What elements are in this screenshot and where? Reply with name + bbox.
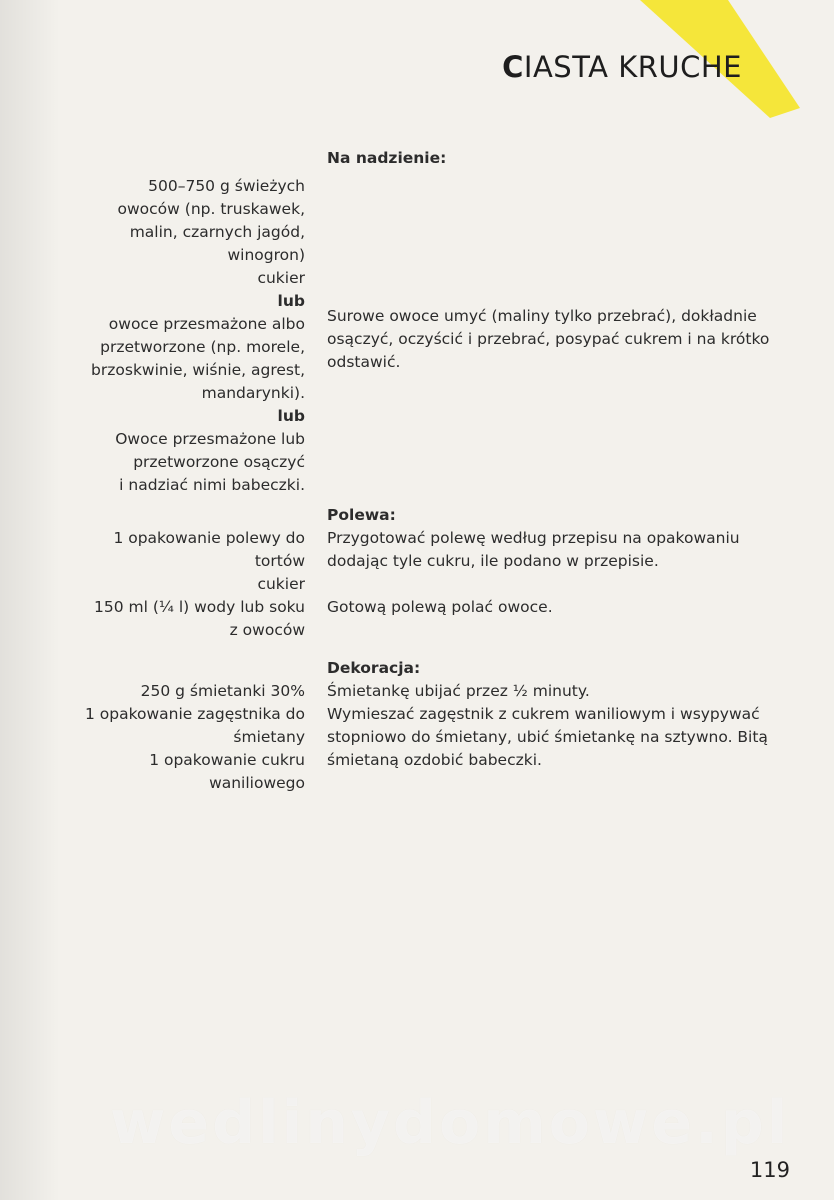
- page-title-initial: C: [502, 50, 524, 84]
- ingredient-line: przetworzone (np. morele,: [100, 338, 305, 356]
- page-number: 119: [749, 1158, 790, 1182]
- ingredient-line: i nadziać nimi babeczki.: [119, 476, 305, 494]
- instruction-paragraph: Surowe owoce umyć (maliny tylko przebrać), dokładnie osączyć, oczyścić i przebrać, posypać cukrem i na krótko odstawić.: [327, 307, 770, 371]
- section-glaze-block: [327, 504, 797, 619]
- paragraph-spacer: [327, 573, 797, 596]
- section-heading: Dekoracja:: [327, 659, 421, 677]
- ingredient-line: cukier: [257, 575, 305, 593]
- ingredient-line: 1 opakowanie cukru: [149, 751, 305, 769]
- ingredient-line: 500–750 g świeżych: [148, 177, 305, 195]
- instruction-paragraph: Śmietankę ubijać przez ½ minuty.: [327, 682, 590, 700]
- ingredient-line: 250 g śmietanki 30%: [140, 682, 305, 700]
- section-heading: Na nadzienie:: [327, 149, 447, 167]
- ingredient-line: owoców (np. truskawek,: [117, 200, 305, 218]
- ingredient-line: 150 ml (¼ l) wody lub soku: [94, 598, 305, 616]
- page-title-rest: IASTA KRUCHE: [523, 50, 742, 84]
- ingredient-line: mandarynki).: [201, 384, 305, 402]
- ingredient-line: waniliowego: [209, 774, 305, 792]
- ingredient-line: 1 opakowanie zagęstnika do: [84, 705, 305, 723]
- ingredient-line: z owoców: [229, 621, 305, 639]
- ingredient-line: malin, czarnych jagód,: [129, 223, 305, 241]
- section-filling-instructions: [327, 305, 797, 374]
- ingredient-line: cukier: [257, 269, 305, 287]
- section-filling-ingredients: [45, 175, 305, 497]
- ingredient-line: śmietany: [233, 728, 305, 746]
- ingredient-line: tortów: [254, 552, 305, 570]
- section-filling-heading-block: [327, 147, 797, 170]
- ingredient-line: 1 opakowanie polewy do: [113, 529, 305, 547]
- section-decoration-block: [327, 657, 797, 772]
- ingredient-line: brzoskwinie, wiśnie, agrest,: [91, 361, 305, 379]
- ingredient-alternative-lub: lub: [277, 292, 305, 310]
- instruction-paragraph: Gotową polewą polać owoce.: [327, 598, 553, 616]
- ingredient-line: Owoce przesmażone lub: [115, 430, 305, 448]
- site-watermark: wedlinydomowe.pl: [110, 1088, 791, 1158]
- section-glaze-ingredients: [45, 527, 305, 642]
- page-title: [502, 50, 742, 84]
- ingredient-line: przetworzone osączyć: [133, 453, 305, 471]
- instruction-paragraph: Wymieszać zagęstnik z cukrem waniliowym i wsypywać stopniowo do śmietany, ubić śmietankę na sztywno. Bitą śmietaną ozdobić babeczki.: [327, 705, 768, 769]
- section-decoration-ingredients: [45, 680, 305, 795]
- section-heading: Polewa:: [327, 506, 396, 524]
- ingredient-alternative-lub: lub: [277, 407, 305, 425]
- ingredient-line: winogron): [227, 246, 305, 264]
- ingredient-line: owoce przesmażone albo: [108, 315, 305, 333]
- instruction-paragraph: Przygotować polewę według przepisu na opakowaniu dodając tyle cukru, ile podano w przepisie.: [327, 529, 740, 570]
